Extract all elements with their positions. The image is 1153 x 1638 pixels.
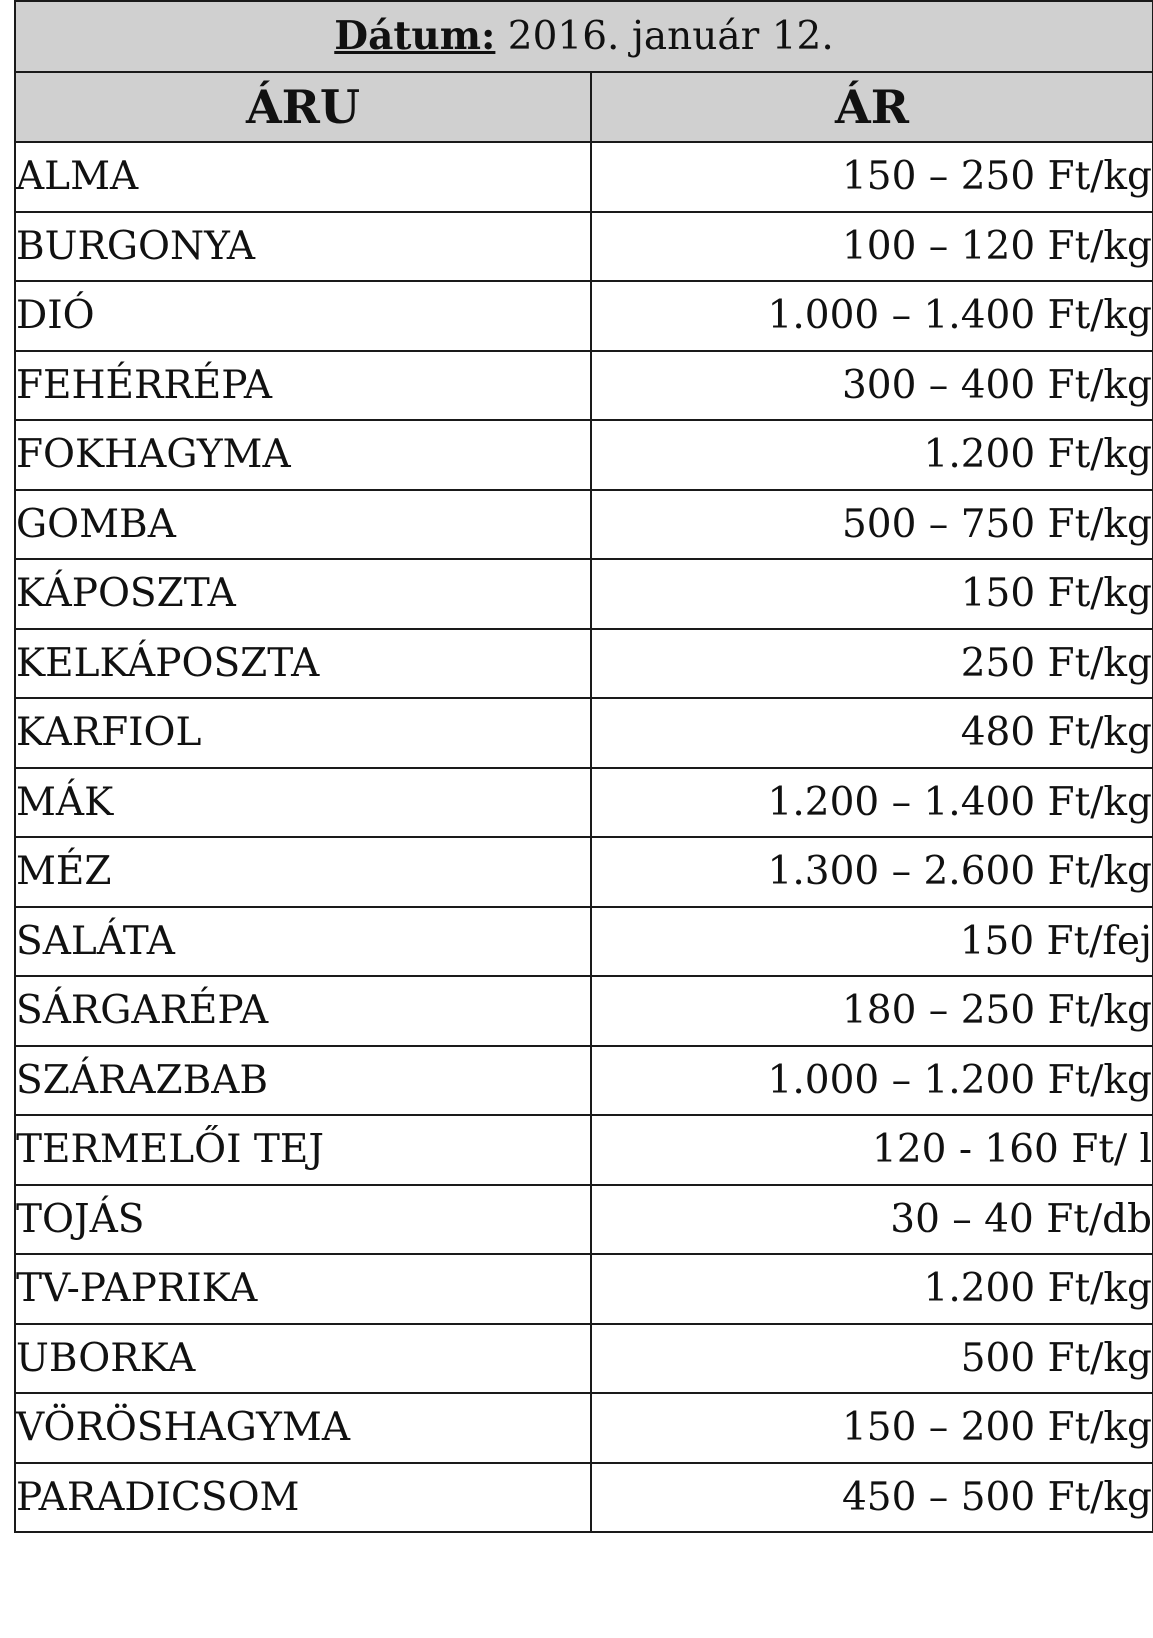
item-name-cell: SZÁRAZBAB <box>15 1046 591 1116</box>
item-name-cell: PARADICSOM <box>15 1463 591 1533</box>
item-name-cell: UBORKA <box>15 1324 591 1394</box>
item-name-cell: MÁK <box>15 768 591 838</box>
item-name-cell: ALMA <box>15 142 591 212</box>
table-row <box>15 1393 1153 1463</box>
header-row <box>15 72 1153 142</box>
item-name-cell: FEHÉRRÉPA <box>15 351 591 421</box>
table-row <box>15 698 1153 768</box>
table-row <box>15 490 1153 560</box>
item-name-cell: FOKHAGYMA <box>15 420 591 490</box>
table-row <box>15 907 1153 977</box>
price-table <box>14 0 1153 1533</box>
date-row <box>15 1 1153 72</box>
table-row <box>15 559 1153 629</box>
item-price-cell: 500 – 750 Ft/kg <box>591 490 1153 560</box>
table-row <box>15 1046 1153 1116</box>
table-row <box>15 1254 1153 1324</box>
item-name-cell: KÁPOSZTA <box>15 559 591 629</box>
date-value: 2016. január 12. <box>507 14 834 59</box>
item-price-cell: 150 Ft/fej <box>591 907 1153 977</box>
item-name-cell: VÖRÖSHAGYMA <box>15 1393 591 1463</box>
item-price-cell: 180 – 250 Ft/kg <box>591 976 1153 1046</box>
item-price-cell: 1.300 – 2.600 Ft/kg <box>591 837 1153 907</box>
table-row <box>15 351 1153 421</box>
item-price-cell: 1.200 – 1.400 Ft/kg <box>591 768 1153 838</box>
item-name-cell: TOJÁS <box>15 1185 591 1255</box>
item-price-cell: 30 – 40 Ft/db <box>591 1185 1153 1255</box>
item-name-cell: GOMBA <box>15 490 591 560</box>
item-name-cell: BURGONYA <box>15 212 591 282</box>
column-header-item: ÁRU <box>15 72 591 142</box>
item-price-cell: 100 – 120 Ft/kg <box>591 212 1153 282</box>
item-name-cell: TERMELŐI TEJ <box>15 1115 591 1185</box>
item-price-cell: 150 – 250 Ft/kg <box>591 142 1153 212</box>
date-cell <box>15 1 1153 72</box>
table-row <box>15 420 1153 490</box>
table-row <box>15 1463 1153 1533</box>
item-price-cell: 1.200 Ft/kg <box>591 1254 1153 1324</box>
item-name-cell: KARFIOL <box>15 698 591 768</box>
item-price-cell: 480 Ft/kg <box>591 698 1153 768</box>
item-price-cell: 1.200 Ft/kg <box>591 420 1153 490</box>
item-price-cell: 150 Ft/kg <box>591 559 1153 629</box>
table-row <box>15 1115 1153 1185</box>
item-name-cell: SALÁTA <box>15 907 591 977</box>
table-row <box>15 1185 1153 1255</box>
item-price-cell: 500 Ft/kg <box>591 1324 1153 1394</box>
item-name-cell: SÁRGARÉPA <box>15 976 591 1046</box>
table-row <box>15 212 1153 282</box>
date-label: Dátum: <box>334 13 496 59</box>
item-price-cell: 1.000 – 1.200 Ft/kg <box>591 1046 1153 1116</box>
item-price-cell: 250 Ft/kg <box>591 629 1153 699</box>
item-price-cell: 150 – 200 Ft/kg <box>591 1393 1153 1463</box>
item-name-cell: KELKÁPOSZTA <box>15 629 591 699</box>
table-row <box>15 281 1153 351</box>
item-price-cell: 1.000 – 1.400 Ft/kg <box>591 281 1153 351</box>
table-row <box>15 1324 1153 1394</box>
item-name-cell: DIÓ <box>15 281 591 351</box>
table-row <box>15 629 1153 699</box>
table-row <box>15 768 1153 838</box>
item-price-cell: 300 – 400 Ft/kg <box>591 351 1153 421</box>
table-row <box>15 142 1153 212</box>
table-row <box>15 976 1153 1046</box>
column-header-price: ÁR <box>591 72 1153 142</box>
item-name-cell: TV-PAPRIKA <box>15 1254 591 1324</box>
item-price-cell: 450 – 500 Ft/kg <box>591 1463 1153 1533</box>
table-row <box>15 837 1153 907</box>
item-price-cell: 120 - 160 Ft/ l <box>591 1115 1153 1185</box>
item-name-cell: MÉZ <box>15 837 591 907</box>
